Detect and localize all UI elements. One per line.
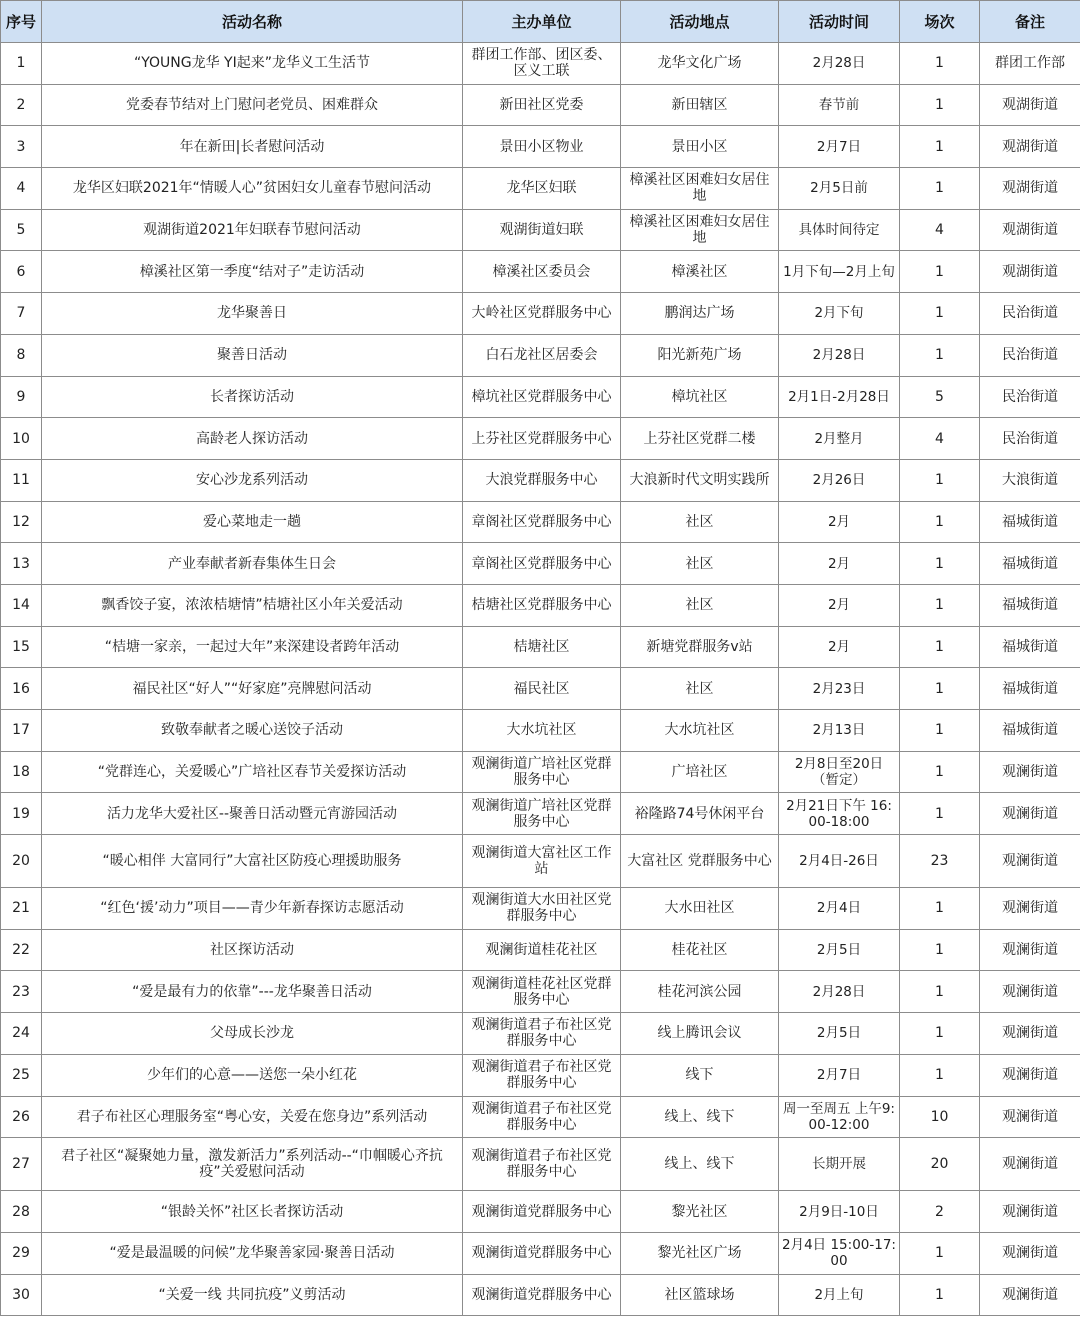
cell-sessions: 1 bbox=[900, 43, 980, 85]
cell-sessions: 1 bbox=[900, 888, 980, 930]
cell-sessions: 2 bbox=[900, 1191, 980, 1233]
cell-sessions: 1 bbox=[900, 1232, 980, 1274]
cell-sessions: 1 bbox=[900, 501, 980, 543]
cell-index: 16 bbox=[1, 668, 42, 710]
cell-organizer: 景田小区物业 bbox=[463, 126, 621, 168]
header-time: 活动时间 bbox=[779, 1, 900, 43]
table-row bbox=[1, 209, 1080, 251]
cell-index: 5 bbox=[1, 209, 42, 251]
cell-remarks: 观澜街道 bbox=[980, 1096, 1080, 1138]
cell-sessions: 1 bbox=[900, 168, 980, 210]
header-sessions: 场次 bbox=[900, 1, 980, 43]
cell-organizer: 章阁社区党群服务中心 bbox=[463, 543, 621, 585]
cell-location: 樟溪社区 bbox=[621, 251, 779, 293]
cell-remarks: 民治街道 bbox=[980, 376, 1080, 418]
cell-organizer: 章阁社区党群服务中心 bbox=[463, 501, 621, 543]
cell-location: 樟溪社区困难妇女居住地 bbox=[621, 168, 779, 210]
cell-activity-name: 高龄老人探访活动 bbox=[42, 418, 463, 460]
cell-organizer: 龙华区妇联 bbox=[463, 168, 621, 210]
cell-index: 24 bbox=[1, 1013, 42, 1055]
table-row bbox=[1, 43, 1080, 85]
cell-index: 26 bbox=[1, 1096, 42, 1138]
cell-activity-name: 长者探访活动 bbox=[42, 376, 463, 418]
cell-sessions: 1 bbox=[900, 668, 980, 710]
cell-time: 2月 bbox=[779, 626, 900, 668]
cell-sessions: 1 bbox=[900, 293, 980, 335]
cell-remarks: 观澜街道 bbox=[980, 1191, 1080, 1233]
cell-activity-name: 龙华聚善日 bbox=[42, 293, 463, 335]
cell-index: 17 bbox=[1, 710, 42, 752]
cell-sessions: 5 bbox=[900, 376, 980, 418]
cell-time: 具体时间待定 bbox=[779, 209, 900, 251]
cell-activity-name: “暖心相伴 大富同行”大富社区防疫心理援助服务 bbox=[42, 835, 463, 888]
cell-activity-name: “党群连心，关爱暖心”广培社区春节关爱探访活动 bbox=[42, 751, 463, 793]
cell-location: 线上、线下 bbox=[621, 1096, 779, 1138]
cell-organizer: 观澜街道君子布社区党群服务中心 bbox=[463, 1138, 621, 1191]
cell-index: 14 bbox=[1, 584, 42, 626]
cell-location: 景田小区 bbox=[621, 126, 779, 168]
table-row bbox=[1, 751, 1080, 793]
cell-remarks: 大浪街道 bbox=[980, 459, 1080, 501]
cell-remarks: 观澜街道 bbox=[980, 1054, 1080, 1096]
cell-organizer: 大水坑社区 bbox=[463, 710, 621, 752]
cell-remarks: 观澜街道 bbox=[980, 793, 1080, 835]
cell-sessions: 1 bbox=[900, 1054, 980, 1096]
table-row bbox=[1, 1138, 1080, 1191]
cell-organizer: 新田社区党委 bbox=[463, 84, 621, 126]
cell-location: 大水田社区 bbox=[621, 888, 779, 930]
cell-location: 鹏润达广场 bbox=[621, 293, 779, 335]
cell-index: 19 bbox=[1, 793, 42, 835]
cell-activity-name: 福民社区“好人”“好家庭”亮牌慰问活动 bbox=[42, 668, 463, 710]
cell-index: 12 bbox=[1, 501, 42, 543]
cell-organizer: 桔塘社区党群服务中心 bbox=[463, 584, 621, 626]
cell-remarks: 观澜街道 bbox=[980, 751, 1080, 793]
cell-time: 1月下旬—2月上旬 bbox=[779, 251, 900, 293]
table-row bbox=[1, 334, 1080, 376]
cell-sessions: 20 bbox=[900, 1138, 980, 1191]
cell-activity-name: 少年们的心意——送您一朵小红花 bbox=[42, 1054, 463, 1096]
cell-time: 2月5日 bbox=[779, 929, 900, 971]
cell-location: 裕隆路74号休闲平台 bbox=[621, 793, 779, 835]
cell-index: 11 bbox=[1, 459, 42, 501]
cell-sessions: 1 bbox=[900, 1274, 980, 1316]
cell-time: 2月8日至20日（暂定） bbox=[779, 751, 900, 793]
cell-activity-name: 爱心菜地走一趟 bbox=[42, 501, 463, 543]
cell-organizer: 观澜街道君子布社区党群服务中心 bbox=[463, 1054, 621, 1096]
table-row bbox=[1, 168, 1080, 210]
cell-activity-name: 活力龙华大爱社区--聚善日活动暨元宵游园活动 bbox=[42, 793, 463, 835]
cell-time: 2月上旬 bbox=[779, 1274, 900, 1316]
cell-time: 长期开展 bbox=[779, 1138, 900, 1191]
table-row bbox=[1, 929, 1080, 971]
cell-remarks: 福城街道 bbox=[980, 584, 1080, 626]
cell-activity-name: 安心沙龙系列活动 bbox=[42, 459, 463, 501]
table-row bbox=[1, 668, 1080, 710]
cell-organizer: 桔塘社区 bbox=[463, 626, 621, 668]
cell-activity-name: 聚善日活动 bbox=[42, 334, 463, 376]
cell-location: 线上、线下 bbox=[621, 1138, 779, 1191]
cell-sessions: 1 bbox=[900, 251, 980, 293]
cell-activity-name: 致敬奉献者之暖心送饺子活动 bbox=[42, 710, 463, 752]
cell-remarks: 观湖街道 bbox=[980, 126, 1080, 168]
cell-sessions: 1 bbox=[900, 710, 980, 752]
cell-activity-name: “桔塘一家亲，一起过大年”来深建设者跨年活动 bbox=[42, 626, 463, 668]
cell-time: 2月4日-26日 bbox=[779, 835, 900, 888]
cell-index: 1 bbox=[1, 43, 42, 85]
cell-sessions: 1 bbox=[900, 584, 980, 626]
cell-activity-name: 党委春节结对上门慰问老党员、困难群众 bbox=[42, 84, 463, 126]
cell-organizer: 观澜街道广培社区党群服务中心 bbox=[463, 751, 621, 793]
cell-time: 2月9日-10日 bbox=[779, 1191, 900, 1233]
cell-organizer: 观澜街道君子布社区党群服务中心 bbox=[463, 1013, 621, 1055]
cell-remarks: 福城街道 bbox=[980, 543, 1080, 585]
cell-organizer: 观澜街道党群服务中心 bbox=[463, 1274, 621, 1316]
cell-remarks: 福城街道 bbox=[980, 668, 1080, 710]
table-row bbox=[1, 1054, 1080, 1096]
header-index: 序号 bbox=[1, 1, 42, 43]
cell-time: 2月26日 bbox=[779, 459, 900, 501]
cell-location: 大富社区 党群服务中心 bbox=[621, 835, 779, 888]
cell-remarks: 观湖街道 bbox=[980, 251, 1080, 293]
cell-sessions: 4 bbox=[900, 418, 980, 460]
cell-activity-name: 社区探访活动 bbox=[42, 929, 463, 971]
cell-time: 2月1日-2月28日 bbox=[779, 376, 900, 418]
cell-activity-name: 观湖街道2021年妇联春节慰问活动 bbox=[42, 209, 463, 251]
cell-sessions: 1 bbox=[900, 971, 980, 1013]
cell-sessions: 23 bbox=[900, 835, 980, 888]
cell-organizer: 大岭社区党群服务中心 bbox=[463, 293, 621, 335]
cell-time: 2月7日 bbox=[779, 126, 900, 168]
cell-time: 2月下旬 bbox=[779, 293, 900, 335]
cell-sessions: 1 bbox=[900, 334, 980, 376]
cell-location: 新塘党群服务v站 bbox=[621, 626, 779, 668]
table-row bbox=[1, 793, 1080, 835]
cell-sessions: 1 bbox=[900, 84, 980, 126]
cell-activity-name: 产业奉献者新春集体生日会 bbox=[42, 543, 463, 585]
table-row bbox=[1, 376, 1080, 418]
cell-organizer: 大浪党群服务中心 bbox=[463, 459, 621, 501]
cell-location: 龙华文化广场 bbox=[621, 43, 779, 85]
cell-remarks: 观澜街道 bbox=[980, 835, 1080, 888]
table-row bbox=[1, 543, 1080, 585]
cell-remarks: 观澜街道 bbox=[980, 1274, 1080, 1316]
cell-time: 周一至周五 上午9:00-12:00 bbox=[779, 1096, 900, 1138]
cell-activity-name: “银龄关怀”社区长者探访活动 bbox=[42, 1191, 463, 1233]
table-row bbox=[1, 626, 1080, 668]
cell-remarks: 观澜街道 bbox=[980, 1013, 1080, 1055]
cell-remarks: 民治街道 bbox=[980, 418, 1080, 460]
cell-location: 社区篮球场 bbox=[621, 1274, 779, 1316]
cell-time: 2月28日 bbox=[779, 43, 900, 85]
cell-organizer: 观湖街道妇联 bbox=[463, 209, 621, 251]
cell-location: 社区 bbox=[621, 584, 779, 626]
cell-time: 2月 bbox=[779, 543, 900, 585]
cell-organizer: 观澜街道广培社区党群服务中心 bbox=[463, 793, 621, 835]
cell-index: 2 bbox=[1, 84, 42, 126]
cell-time: 2月整月 bbox=[779, 418, 900, 460]
cell-index: 9 bbox=[1, 376, 42, 418]
cell-index: 27 bbox=[1, 1138, 42, 1191]
cell-location: 黎光社区广场 bbox=[621, 1232, 779, 1274]
cell-location: 大浪新时代文明实践所 bbox=[621, 459, 779, 501]
cell-index: 18 bbox=[1, 751, 42, 793]
cell-sessions: 1 bbox=[900, 751, 980, 793]
cell-sessions: 10 bbox=[900, 1096, 980, 1138]
cell-time: 2月7日 bbox=[779, 1054, 900, 1096]
cell-index: 8 bbox=[1, 334, 42, 376]
table-row bbox=[1, 1274, 1080, 1316]
table-row bbox=[1, 251, 1080, 293]
cell-time: 2月5日 bbox=[779, 1013, 900, 1055]
table-row bbox=[1, 501, 1080, 543]
cell-remarks: 观澜街道 bbox=[980, 1232, 1080, 1274]
cell-organizer: 观澜街道君子布社区党群服务中心 bbox=[463, 1096, 621, 1138]
cell-location: 线下 bbox=[621, 1054, 779, 1096]
cell-index: 10 bbox=[1, 418, 42, 460]
cell-location: 社区 bbox=[621, 543, 779, 585]
cell-location: 桂花河滨公园 bbox=[621, 971, 779, 1013]
cell-organizer: 观澜街道党群服务中心 bbox=[463, 1232, 621, 1274]
cell-time: 2月 bbox=[779, 584, 900, 626]
table-row bbox=[1, 710, 1080, 752]
table-row bbox=[1, 835, 1080, 888]
table-row bbox=[1, 293, 1080, 335]
cell-remarks: 观澜街道 bbox=[980, 888, 1080, 930]
cell-time: 2月5日前 bbox=[779, 168, 900, 210]
cell-organizer: 福民社区 bbox=[463, 668, 621, 710]
cell-index: 4 bbox=[1, 168, 42, 210]
cell-index: 7 bbox=[1, 293, 42, 335]
cell-remarks: 观澜街道 bbox=[980, 929, 1080, 971]
cell-time: 2月4日 15:00-17:00 bbox=[779, 1232, 900, 1274]
cell-organizer: 观澜街道党群服务中心 bbox=[463, 1191, 621, 1233]
cell-index: 21 bbox=[1, 888, 42, 930]
table-header-row bbox=[1, 1, 1080, 43]
cell-activity-name: 飘香饺子宴，浓浓桔塘情”桔塘社区小年关爱活动 bbox=[42, 584, 463, 626]
header-remarks: 备注 bbox=[980, 1, 1080, 43]
cell-remarks: 观湖街道 bbox=[980, 209, 1080, 251]
cell-location: 广培社区 bbox=[621, 751, 779, 793]
cell-remarks: 民治街道 bbox=[980, 334, 1080, 376]
cell-organizer: 上芬社区党群服务中心 bbox=[463, 418, 621, 460]
cell-index: 15 bbox=[1, 626, 42, 668]
cell-index: 29 bbox=[1, 1232, 42, 1274]
cell-location: 线上腾讯会议 bbox=[621, 1013, 779, 1055]
cell-activity-name: 父母成长沙龙 bbox=[42, 1013, 463, 1055]
table-row bbox=[1, 459, 1080, 501]
cell-index: 28 bbox=[1, 1191, 42, 1233]
cell-organizer: 观澜街道大富社区工作站 bbox=[463, 835, 621, 888]
cell-location: 新田辖区 bbox=[621, 84, 779, 126]
cell-remarks: 福城街道 bbox=[980, 501, 1080, 543]
cell-activity-name: “关爱一线 共同抗疫”义剪活动 bbox=[42, 1274, 463, 1316]
cell-sessions: 1 bbox=[900, 459, 980, 501]
cell-activity-name: 樟溪社区第一季度“结对子”走访活动 bbox=[42, 251, 463, 293]
cell-location: 桂花社区 bbox=[621, 929, 779, 971]
table-row bbox=[1, 126, 1080, 168]
cell-organizer: 樟坑社区党群服务中心 bbox=[463, 376, 621, 418]
cell-index: 20 bbox=[1, 835, 42, 888]
cell-organizer: 樟溪社区委员会 bbox=[463, 251, 621, 293]
cell-sessions: 4 bbox=[900, 209, 980, 251]
cell-activity-name: 君子布社区心理服务室“粤心安，关爱在您身边”系列活动 bbox=[42, 1096, 463, 1138]
cell-sessions: 1 bbox=[900, 543, 980, 585]
cell-location: 阳光新苑广场 bbox=[621, 334, 779, 376]
cell-remarks: 群团工作部 bbox=[980, 43, 1080, 85]
header-activity-name: 活动名称 bbox=[42, 1, 463, 43]
cell-organizer: 白石龙社区居委会 bbox=[463, 334, 621, 376]
table-row bbox=[1, 418, 1080, 460]
table-row bbox=[1, 1096, 1080, 1138]
cell-index: 6 bbox=[1, 251, 42, 293]
cell-location: 樟溪社区困难妇女居住地 bbox=[621, 209, 779, 251]
cell-index: 22 bbox=[1, 929, 42, 971]
cell-sessions: 1 bbox=[900, 626, 980, 668]
table-row bbox=[1, 1013, 1080, 1055]
cell-time: 2月23日 bbox=[779, 668, 900, 710]
cell-remarks: 福城街道 bbox=[980, 710, 1080, 752]
cell-index: 23 bbox=[1, 971, 42, 1013]
cell-sessions: 1 bbox=[900, 793, 980, 835]
cell-remarks: 观湖街道 bbox=[980, 84, 1080, 126]
cell-time: 2月 bbox=[779, 501, 900, 543]
cell-activity-name: “YOUNG龙华 YI起来”龙华义工生活节 bbox=[42, 43, 463, 85]
table-row bbox=[1, 888, 1080, 930]
cell-time: 2月21日下午 16:00-18:00 bbox=[779, 793, 900, 835]
cell-time: 春节前 bbox=[779, 84, 900, 126]
cell-location: 黎光社区 bbox=[621, 1191, 779, 1233]
cell-location: 社区 bbox=[621, 668, 779, 710]
cell-remarks: 民治街道 bbox=[980, 293, 1080, 335]
cell-time: 2月28日 bbox=[779, 334, 900, 376]
cell-index: 3 bbox=[1, 126, 42, 168]
cell-index: 25 bbox=[1, 1054, 42, 1096]
cell-sessions: 1 bbox=[900, 126, 980, 168]
cell-activity-name: 年在新田|长者慰问活动 bbox=[42, 126, 463, 168]
cell-activity-name: “爱是最有力的依靠”---龙华聚善日活动 bbox=[42, 971, 463, 1013]
table-row bbox=[1, 971, 1080, 1013]
cell-organizer: 观澜街道桂花社区党群服务中心 bbox=[463, 971, 621, 1013]
header-location: 活动地点 bbox=[621, 1, 779, 43]
cell-remarks: 观澜街道 bbox=[980, 1138, 1080, 1191]
cell-organizer: 群团工作部、团区委、区义工联 bbox=[463, 43, 621, 85]
table-row bbox=[1, 84, 1080, 126]
cell-location: 大水坑社区 bbox=[621, 710, 779, 752]
cell-time: 2月13日 bbox=[779, 710, 900, 752]
cell-organizer: 观澜街道桂花社区 bbox=[463, 929, 621, 971]
cell-activity-name: “红色‘援’动力”项目——青少年新春探访志愿活动 bbox=[42, 888, 463, 930]
cell-activity-name: “爱是最温暖的问候”龙华聚善家园·聚善日活动 bbox=[42, 1232, 463, 1274]
table-row bbox=[1, 584, 1080, 626]
cell-organizer: 观澜街道大水田社区党群服务中心 bbox=[463, 888, 621, 930]
table-row bbox=[1, 1191, 1080, 1233]
cell-location: 樟坑社区 bbox=[621, 376, 779, 418]
header-organizer: 主办单位 bbox=[463, 1, 621, 43]
cell-time: 2月28日 bbox=[779, 971, 900, 1013]
cell-time: 2月4日 bbox=[779, 888, 900, 930]
cell-activity-name: 君子社区“凝聚她力量，激发新活力”系列活动--“巾帼暖心齐抗疫”关爱慰问活动 bbox=[42, 1138, 463, 1191]
cell-activity-name: 龙华区妇联2021年“情暖人心”贫困妇女儿童春节慰问活动 bbox=[42, 168, 463, 210]
table-body bbox=[1, 43, 1080, 1316]
cell-remarks: 观湖街道 bbox=[980, 168, 1080, 210]
cell-remarks: 福城街道 bbox=[980, 626, 1080, 668]
cell-location: 社区 bbox=[621, 501, 779, 543]
table-row bbox=[1, 1232, 1080, 1274]
cell-sessions: 1 bbox=[900, 1013, 980, 1055]
cell-remarks: 观澜街道 bbox=[980, 971, 1080, 1013]
cell-sessions: 1 bbox=[900, 929, 980, 971]
cell-location: 上芬社区党群二楼 bbox=[621, 418, 779, 460]
cell-index: 30 bbox=[1, 1274, 42, 1316]
cell-index: 13 bbox=[1, 543, 42, 585]
